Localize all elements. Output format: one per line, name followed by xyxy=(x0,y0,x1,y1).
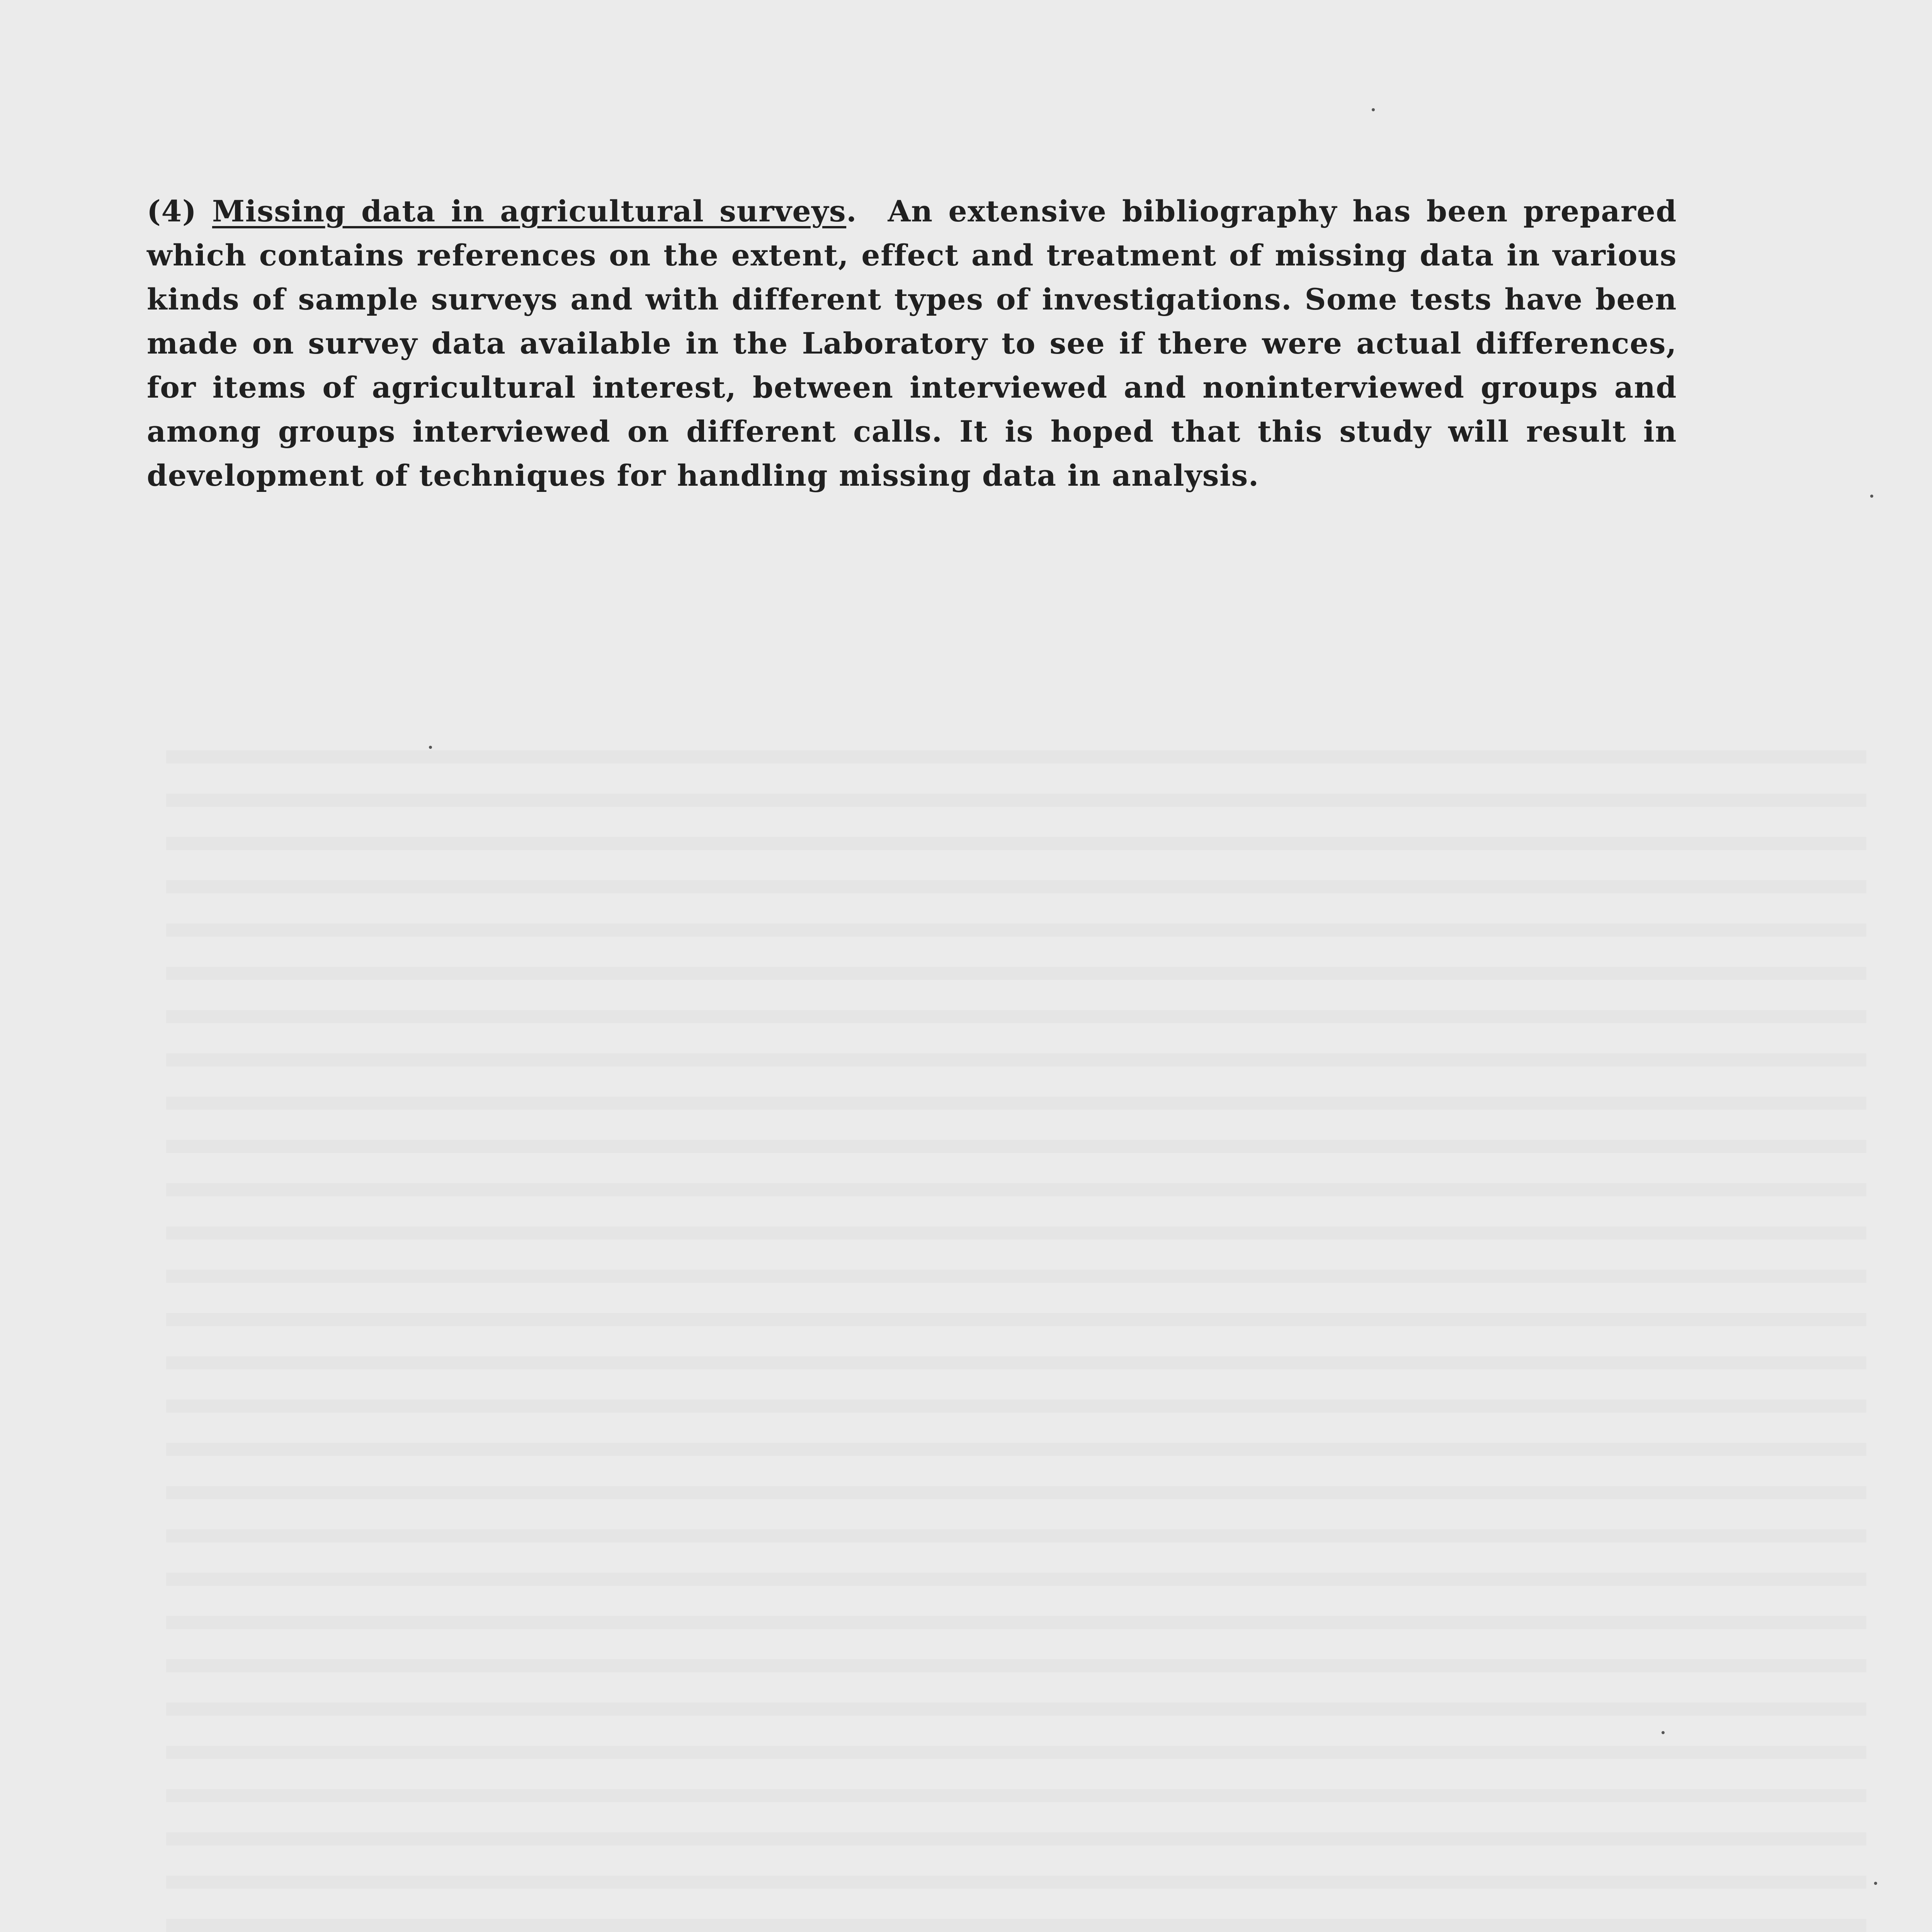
section-heading: Missing data in agricultural surveys xyxy=(212,194,847,228)
scan-speck xyxy=(1662,1731,1665,1734)
scan-speck xyxy=(429,746,432,749)
scan-speck xyxy=(1874,1882,1877,1885)
section-body: An extensive bibliography has been prepared which contains references on the extent, effect and treatment of missing data in various kinds of sample surveys and with different types of investigations. Some tests have been made on survey data available in the Laboratory to see if there were actual differences, for items of agricultural interest, between interviewed and noninterviewed groups and among groups interviewed on different calls. It is hoped that this study will result in development of techniques for handling missing data in analysis. xyxy=(147,194,1677,493)
section-heading-period: . xyxy=(846,194,857,228)
bleed-through-texture xyxy=(166,726,1866,1932)
scan-speck xyxy=(1372,108,1375,111)
section-number: (4) xyxy=(147,194,197,228)
section-paragraph xyxy=(147,189,1677,498)
scan-speck xyxy=(1870,495,1873,498)
